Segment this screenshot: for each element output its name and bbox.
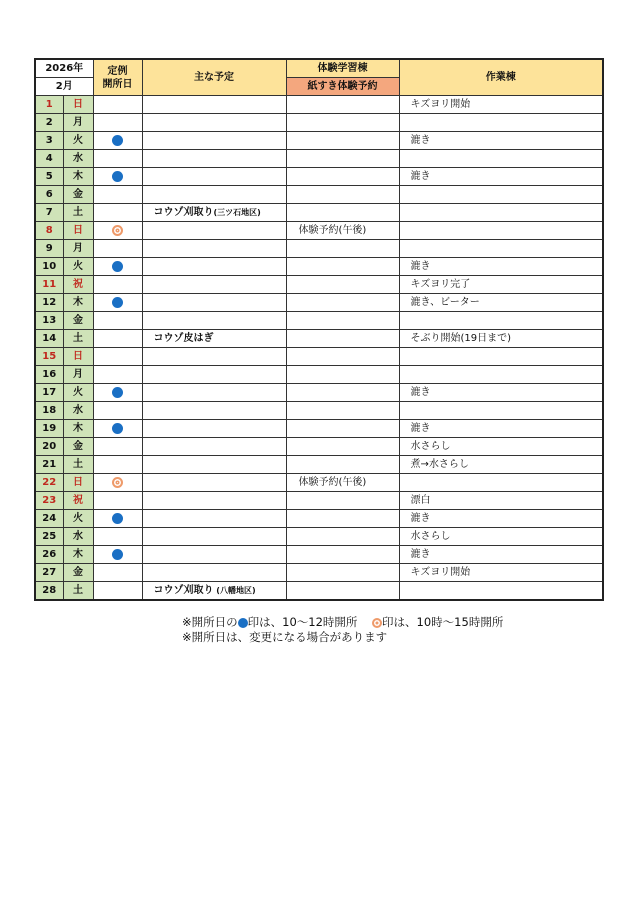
weekday: 木: [63, 168, 93, 186]
day-number: 19: [35, 420, 63, 438]
main-schedule-cell: [142, 474, 286, 492]
footnotes: [182, 615, 503, 645]
main-schedule-cell: [142, 204, 286, 222]
workshop-cell: 漉き: [399, 258, 603, 276]
main-schedule-cell: [142, 438, 286, 456]
weekday: 祝: [63, 276, 93, 294]
weekday: 月: [63, 114, 93, 132]
year-label: 2026年: [35, 59, 93, 78]
day-number: 13: [35, 312, 63, 330]
main-event: コウゾ皮はぎ: [153, 333, 214, 344]
experience-cell: [286, 402, 399, 420]
experience-cell: [286, 456, 399, 474]
experience-cell: [286, 546, 399, 564]
workshop-cell: 漉き: [399, 420, 603, 438]
day-number: 10: [35, 258, 63, 276]
open-day-mark: [93, 114, 142, 132]
main-schedule-cell: [142, 384, 286, 402]
experience-cell: [286, 438, 399, 456]
main-schedule-cell: [142, 240, 286, 258]
workshop-cell: キズヨリ開始: [399, 564, 603, 582]
workshop-cell: [399, 366, 603, 384]
day-number: 1: [35, 96, 63, 114]
regular-open-line1: 定例: [107, 65, 128, 77]
experience-cell: [286, 528, 399, 546]
calendar-row: [35, 420, 603, 438]
calendar-row: [35, 294, 603, 312]
regular-open-day-header: [93, 59, 142, 96]
main-schedule-cell: [142, 420, 286, 438]
calendar-row: [35, 204, 603, 222]
main-schedule-cell: [142, 132, 286, 150]
day-number: 22: [35, 474, 63, 492]
open-day-mark: [93, 384, 142, 402]
day-number: 14: [35, 330, 63, 348]
experience-cell: 体験予約(午後): [286, 474, 399, 492]
calendar-row: [35, 366, 603, 384]
open-day-mark: [93, 240, 142, 258]
main-schedule-cell: [142, 312, 286, 330]
workshop-cell: 漉き: [399, 384, 603, 402]
weekday: 祝: [63, 492, 93, 510]
calendar-row: [35, 348, 603, 366]
experience-cell: [286, 132, 399, 150]
main-schedule-cell: [142, 150, 286, 168]
calendar-row: [35, 168, 603, 186]
weekday: 金: [63, 312, 93, 330]
main-schedule-cell: [142, 366, 286, 384]
workshop-cell: [399, 222, 603, 240]
open-day-mark: [93, 186, 142, 204]
experience-cell: [286, 312, 399, 330]
weekday: 木: [63, 294, 93, 312]
main-schedule-cell: [142, 294, 286, 312]
main-schedule-cell: [142, 348, 286, 366]
open-day-mark: [93, 528, 142, 546]
day-number: 7: [35, 204, 63, 222]
weekday: 火: [63, 510, 93, 528]
open-day-mark: [93, 348, 142, 366]
papermaking-reservation-header: 紙すき体験予約: [286, 78, 399, 96]
day-number: 18: [35, 402, 63, 420]
main-schedule-cell: [142, 330, 286, 348]
open-day-mark: [93, 168, 142, 186]
main-schedule-cell: [142, 510, 286, 528]
open-day-mark: [93, 204, 142, 222]
calendar-row: [35, 402, 603, 420]
calendar-row: [35, 492, 603, 510]
main-schedule-cell: [142, 456, 286, 474]
month-label: 2月: [35, 78, 93, 96]
weekday: 木: [63, 546, 93, 564]
calendar-row: [35, 150, 603, 168]
note-ring-hours: 印は、10時～15時開所: [382, 615, 504, 629]
blue-dot-icon: [112, 513, 123, 524]
open-day-mark: [93, 276, 142, 294]
note-dot-hours: 印は、10～12時開所: [247, 615, 358, 629]
blue-dot-icon: [112, 387, 123, 398]
main-schedule-header: 主な予定: [142, 59, 286, 96]
main-schedule-cell: [142, 114, 286, 132]
main-schedule-cell: [142, 258, 286, 276]
day-number: 6: [35, 186, 63, 204]
workshop-cell: [399, 204, 603, 222]
weekday: 水: [63, 150, 93, 168]
workshop-cell: [399, 582, 603, 601]
blue-dot-icon: [112, 261, 123, 272]
calendar-row: [35, 276, 603, 294]
experience-cell: [286, 330, 399, 348]
workshop-cell: 漉き: [399, 168, 603, 186]
open-day-mark: [93, 222, 142, 240]
day-number: 8: [35, 222, 63, 240]
calendar-row: [35, 312, 603, 330]
day-number: 21: [35, 456, 63, 474]
calendar-row: [35, 528, 603, 546]
weekday: 金: [63, 186, 93, 204]
main-event: コウゾ刈取り: [153, 585, 214, 596]
open-day-mark: [93, 420, 142, 438]
calendar-row: [35, 240, 603, 258]
open-day-mark: [93, 510, 142, 528]
weekday: 土: [63, 330, 93, 348]
calendar-row: [35, 330, 603, 348]
experience-cell: [286, 276, 399, 294]
workshop-cell: 水さらし: [399, 528, 603, 546]
weekday: 日: [63, 96, 93, 114]
day-number: 11: [35, 276, 63, 294]
main-schedule-cell: [142, 564, 286, 582]
calendar-row: [35, 474, 603, 492]
weekday: 水: [63, 528, 93, 546]
workshop-cell: 漉き: [399, 510, 603, 528]
day-number: 5: [35, 168, 63, 186]
open-day-mark: [93, 474, 142, 492]
blue-dot-icon: [112, 549, 123, 560]
open-day-mark: [93, 456, 142, 474]
day-number: 23: [35, 492, 63, 510]
calendar-row: [35, 96, 603, 114]
day-number: 12: [35, 294, 63, 312]
main-schedule-cell: [142, 96, 286, 114]
calendar-row: [35, 186, 603, 204]
calendar-row: [35, 510, 603, 528]
orange-double-circle-icon: [112, 477, 123, 488]
orange-double-circle-icon: [372, 618, 382, 628]
note-prefix: ※開所日の: [182, 615, 238, 629]
regular-open-line2: 開所日: [102, 78, 133, 90]
day-number: 2: [35, 114, 63, 132]
weekday: 土: [63, 456, 93, 474]
main-schedule-cell: [142, 528, 286, 546]
workshop-cell: [399, 114, 603, 132]
experience-cell: [286, 150, 399, 168]
blue-dot-icon: [238, 618, 248, 628]
experience-cell: [286, 96, 399, 114]
day-number: 24: [35, 510, 63, 528]
day-number: 4: [35, 150, 63, 168]
weekday: 月: [63, 240, 93, 258]
workshop-cell: キズヨリ開始: [399, 96, 603, 114]
main-schedule-cell: [142, 582, 286, 601]
open-day-mark: [93, 96, 142, 114]
experience-cell: [286, 114, 399, 132]
orange-double-circle-icon: [112, 225, 123, 236]
day-number: 26: [35, 546, 63, 564]
experience-cell: [286, 240, 399, 258]
main-schedule-cell: [142, 546, 286, 564]
weekday: 水: [63, 402, 93, 420]
experience-cell: [286, 168, 399, 186]
open-day-mark: [93, 492, 142, 510]
workshop-cell: 漉き、ビーター: [399, 294, 603, 312]
note-line-2: ※開所日は、変更になる場合があります: [182, 630, 388, 644]
weekday: 日: [63, 222, 93, 240]
blue-dot-icon: [112, 171, 123, 182]
workshop-cell: 漂白: [399, 492, 603, 510]
weekday: 火: [63, 258, 93, 276]
weekday: 土: [63, 582, 93, 601]
workshop-cell: [399, 240, 603, 258]
open-day-mark: [93, 312, 142, 330]
workshop-cell: そぶり開始(19日まで): [399, 330, 603, 348]
experience-cell: [286, 258, 399, 276]
experience-cell: [286, 582, 399, 601]
calendar-row: [35, 222, 603, 240]
workshop-cell: [399, 402, 603, 420]
experience-cell: [286, 366, 399, 384]
workshop-cell: 水さらし: [399, 438, 603, 456]
main-schedule-cell: [142, 402, 286, 420]
weekday: 月: [63, 366, 93, 384]
workshop-cell: [399, 348, 603, 366]
day-number: 3: [35, 132, 63, 150]
calendar-row: [35, 456, 603, 474]
weekday: 土: [63, 204, 93, 222]
experience-cell: [286, 492, 399, 510]
workshop-header: 作業棟: [399, 59, 603, 96]
weekday: 火: [63, 384, 93, 402]
workshop-cell: キズヨリ完了: [399, 276, 603, 294]
day-number: 16: [35, 366, 63, 384]
weekday: 日: [63, 348, 93, 366]
open-day-mark: [93, 150, 142, 168]
calendar-body: [35, 96, 603, 601]
main-schedule-cell: [142, 276, 286, 294]
experience-cell: [286, 294, 399, 312]
experience-cell: [286, 420, 399, 438]
open-day-mark: [93, 546, 142, 564]
open-day-mark: [93, 366, 142, 384]
day-number: 15: [35, 348, 63, 366]
calendar-row: [35, 258, 603, 276]
open-day-mark: [93, 294, 142, 312]
main-schedule-cell: [142, 168, 286, 186]
calendar-row: [35, 546, 603, 564]
workshop-cell: 煮→水さらし: [399, 456, 603, 474]
workshop-cell: 漉き: [399, 546, 603, 564]
day-number: 9: [35, 240, 63, 258]
calendar-row: [35, 132, 603, 150]
weekday: 火: [63, 132, 93, 150]
weekday: 金: [63, 438, 93, 456]
weekday: 木: [63, 420, 93, 438]
experience-cell: [286, 186, 399, 204]
main-event: コウゾ刈取り: [153, 207, 214, 218]
blue-dot-icon: [112, 297, 123, 308]
experience-cell: [286, 564, 399, 582]
day-number: 28: [35, 582, 63, 601]
day-number: 17: [35, 384, 63, 402]
experience-cell: [286, 204, 399, 222]
day-number: 27: [35, 564, 63, 582]
main-event-location: (八幡地区): [213, 586, 256, 595]
main-schedule-cell: [142, 222, 286, 240]
blue-dot-icon: [112, 135, 123, 146]
workshop-cell: [399, 312, 603, 330]
calendar-row: [35, 384, 603, 402]
workshop-cell: [399, 474, 603, 492]
main-schedule-cell: [142, 186, 286, 204]
open-day-mark: [93, 582, 142, 601]
note-line-1: [182, 615, 503, 630]
main-schedule-cell: [142, 492, 286, 510]
workshop-cell: 漉き: [399, 132, 603, 150]
experience-building-header: 体験学習棟: [286, 59, 399, 78]
open-day-mark: [93, 564, 142, 582]
workshop-cell: [399, 186, 603, 204]
open-day-mark: [93, 132, 142, 150]
calendar-row: [35, 564, 603, 582]
experience-cell: [286, 348, 399, 366]
open-day-mark: [93, 438, 142, 456]
experience-cell: [286, 510, 399, 528]
day-number: 25: [35, 528, 63, 546]
day-number: 20: [35, 438, 63, 456]
calendar-row: [35, 114, 603, 132]
weekday: 金: [63, 564, 93, 582]
open-day-mark: [93, 402, 142, 420]
weekday: 日: [63, 474, 93, 492]
experience-cell: 体験予約(午後): [286, 222, 399, 240]
february-calendar-table: [34, 58, 604, 601]
calendar-row: [35, 438, 603, 456]
blue-dot-icon: [112, 423, 123, 434]
experience-cell: [286, 384, 399, 402]
open-day-mark: [93, 258, 142, 276]
main-event-location: (三ツ石地区): [213, 208, 261, 217]
calendar-row: [35, 582, 603, 601]
open-day-mark: [93, 330, 142, 348]
workshop-cell: [399, 150, 603, 168]
